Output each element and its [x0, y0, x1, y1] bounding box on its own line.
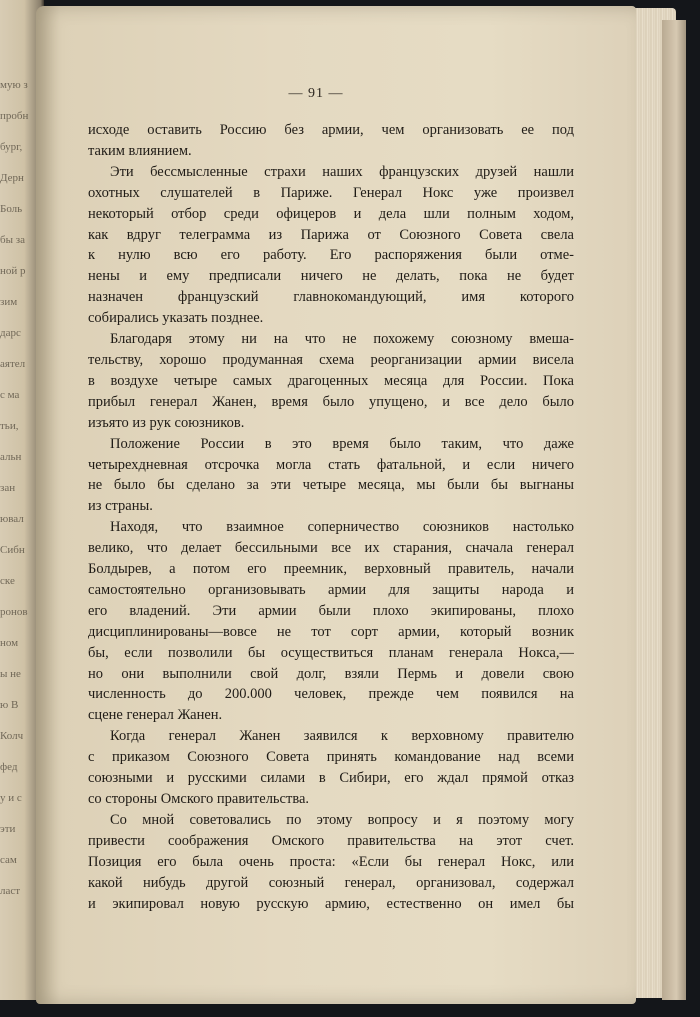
facing-page-text-fragment: Сибн: [0, 544, 25, 556]
facing-page-text-fragment: бы за: [0, 234, 25, 246]
text-line: охотных слушателей в Париже. Генерал Нокс уже произвел: [88, 184, 574, 201]
text-line: собирались указать позднее.: [88, 310, 264, 327]
text-line: четырехдневная отсрочка могла стать фатальной, и если ничего: [88, 456, 574, 473]
facing-page-text-fragment: Колч: [0, 730, 24, 742]
text-line: Положение России в это время было таким, что даже: [110, 435, 574, 452]
facing-page-text-fragment: Боль: [0, 203, 23, 215]
facing-page-text-fragment: аятел: [0, 358, 26, 370]
facing-page-text-fragment: у и с: [0, 792, 22, 804]
facing-page-text-fragment: ном: [0, 637, 19, 649]
facing-page-text-fragment: альн: [0, 451, 22, 463]
text-line: союзными и русскими силами в Сибири, его ждал прямой отказ: [88, 770, 574, 787]
book-page: [36, 6, 636, 1004]
text-line: Когда генерал Жанен заявился к верховному правителю: [110, 728, 574, 745]
text-line: Позиция его была очень проста: «Если бы генерал Нокс, или: [88, 853, 574, 870]
text-line: бы, если позволили бы осуществиться планам генерала Нокса,—: [88, 644, 574, 661]
facing-page-text-fragment: сам: [0, 854, 17, 866]
text-line: с приказом Союзного Совета принять командование над всеми: [88, 749, 574, 766]
facing-page-text-fragment: тьи,: [0, 420, 19, 432]
text-line: таким влиянием.: [88, 142, 192, 159]
text-line: как вдруг телеграмма из Парижа от Союзного Совета свела: [88, 226, 574, 243]
text-line: его владений. Эти армии были плохо экипированы, плохо: [88, 602, 574, 619]
text-line: но они выполнили свой долг, взяли Пермь и довели свою: [88, 665, 574, 682]
page-text: [88, 120, 574, 914]
text-line: со стороны Омского правительства.: [88, 791, 310, 807]
facing-page-text-fragment: ы не: [0, 668, 21, 680]
text-line: прибыл генерал Жанен, время было упущено, и все дело было: [88, 393, 574, 410]
facing-page-text-fragment: дарс: [0, 327, 21, 339]
text-line: Эти бессмысленные страхи наших французских друзей нашли: [110, 163, 574, 180]
facing-page-text-fragment: ске: [0, 575, 15, 587]
text-line: назначен французский главнокомандующий, имя которого: [88, 289, 574, 306]
text-line: сцене генерал Жанен.: [88, 707, 223, 724]
facing-page-text-fragment: ласт: [0, 885, 21, 897]
facing-page-text-fragment: бург,: [0, 141, 23, 153]
text-line: тельству, хорошо продуманная схема реорганизации армии висела: [88, 351, 574, 368]
text-line: не было бы сделано за эти четыре месяца, мы были бы выгнаны: [88, 477, 574, 494]
text-line: некоторый отбор среди офицеров и дела шли полным ходом,: [88, 205, 574, 222]
facing-page-text-fragment: ювал: [0, 513, 24, 525]
book-cover-edge: [662, 20, 686, 1000]
text-line: самостоятельно организовывать армии для защиты народа и: [88, 581, 574, 598]
text-line: исходе оставить Россию без армии, чем организовать ее под: [88, 122, 574, 138]
text-line: привести соображения Омского правительства на этот счет.: [88, 832, 574, 849]
text-line: нены и ему предписали ничего не делать, пока не будет: [88, 268, 574, 285]
facing-page-text-fragment: ронов: [0, 606, 28, 618]
facing-page-text-fragment: зим: [0, 296, 18, 308]
text-line: из страны.: [88, 498, 153, 515]
text-line: изъято из рук союзников.: [88, 414, 245, 431]
facing-page-text-fragment: зан: [0, 482, 16, 494]
text-line: какой нибудь другой союзный генерал, организовал, содержал: [88, 874, 574, 891]
text-line: Болдырев, а потом его преемник, верховный правитель, начали: [88, 561, 574, 578]
text-line: к нулю всю его работу. Его распоряжения были отме-: [88, 247, 574, 264]
text-line: Находя, что взаимное соперничество союзников настолько: [110, 519, 574, 536]
facing-page-text-fragment: мую з: [0, 79, 28, 91]
facing-page-text-fragment: фед: [0, 761, 18, 773]
text-line: велико, что делает бессильными все их старания, сначала генерал: [88, 540, 574, 557]
facing-page-text-fragment: ю В: [0, 699, 19, 711]
page-number: — 91 —: [288, 86, 344, 101]
facing-page-text-fragment: с ма: [0, 389, 20, 401]
text-line: и экипировал новую русскую армию, естественно он имел бы: [88, 895, 574, 912]
facing-page-text-fragment: ной р: [0, 265, 26, 277]
text-line: дисциплинированы—вовсе не тот сорт армии, который возник: [88, 623, 574, 640]
text-line: Со мной советовались по этому вопросу и я поэтому могу: [110, 811, 574, 828]
facing-page-text-fragment: Дерн: [0, 172, 24, 184]
text-line: Благодаря этому ни на что не похожему союзному вмеша-: [110, 331, 574, 348]
text-line: численность до 200.000 человек, прежде чем появился на: [88, 686, 574, 703]
text-line: в воздухе четыре самых драгоценных месяца для России. Пока: [88, 372, 574, 389]
facing-page-text-fragment: пробн: [0, 110, 29, 122]
facing-page-text-fragment: эти: [0, 823, 16, 835]
